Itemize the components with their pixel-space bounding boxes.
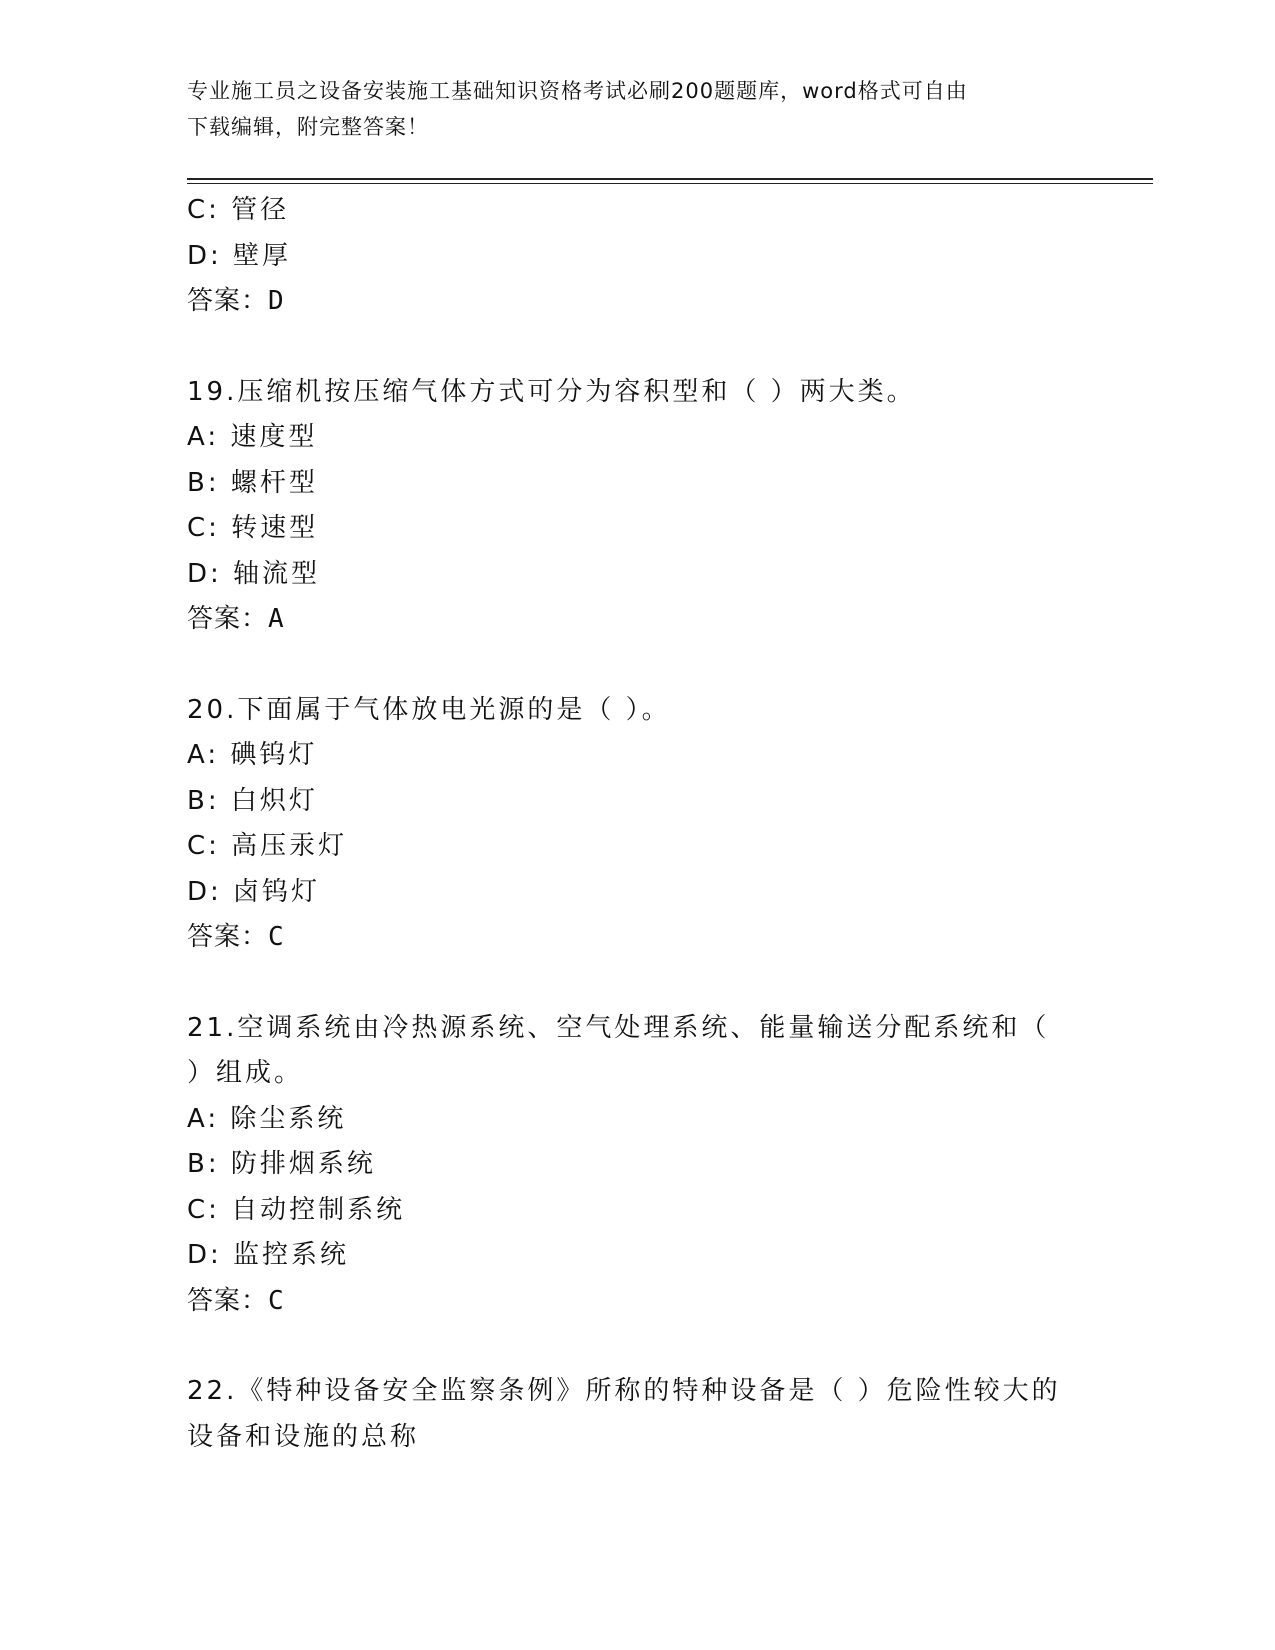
- question-20: [187, 688, 1087, 961]
- answer-line: [187, 915, 1087, 961]
- option-d: D: 壁厚: [187, 240, 292, 271]
- document-body: [187, 188, 1087, 1460]
- header-title-line-2: 下载编辑，附完整答案！: [187, 115, 429, 139]
- answer-value: C: [268, 1285, 285, 1316]
- answer-label: 答案：: [187, 1285, 269, 1316]
- answer-line: [187, 1279, 1087, 1325]
- option-c: C: 高压汞灯: [187, 831, 348, 861]
- header-divider-thin: [187, 183, 1153, 184]
- option-b: B: 螺杆型: [187, 467, 318, 498]
- option-b: B: 防排烟系统: [187, 1149, 376, 1179]
- question-stem-line-1: 21.空调系统由冷热源系统、空气处理系统、能量输送分配系统和（: [187, 1012, 1050, 1043]
- question-22: [187, 1369, 1087, 1460]
- option-c: C: 自动控制系统: [187, 1194, 406, 1225]
- option-d: D: 轴流型: [187, 558, 321, 589]
- header-title-line-1: 专业施工员之设备安装施工基础知识资格考试必刷200题题库，word格式可自由: [187, 79, 968, 103]
- question-stem-line-1: 22.《特种设备安全监察条例》所称的特种设备是（ ）危险性较大的: [187, 1376, 1061, 1406]
- option-c: C: 管径: [187, 195, 290, 225]
- option-d: D: 卤钨灯: [187, 876, 321, 907]
- option-a: A: 碘钨灯: [187, 740, 318, 770]
- answer-label: 答案：: [187, 922, 269, 952]
- question-19: [187, 370, 1087, 643]
- answer-value: C: [268, 922, 285, 952]
- answer-line: [187, 597, 1087, 643]
- option-a: A: 除尘系统: [187, 1103, 347, 1134]
- question-21: [187, 1006, 1087, 1325]
- option-d: D: 监控系统: [187, 1240, 350, 1270]
- option-a: A: 速度型: [187, 422, 318, 452]
- question-stem-line-2: ）组成。: [187, 1058, 304, 1088]
- option-c: C: 转速型: [187, 513, 319, 543]
- option-b: B: 白炽灯: [187, 785, 318, 816]
- answer-value: A: [268, 604, 285, 634]
- question-stem-line-2: 设备和设施的总称: [187, 1421, 420, 1452]
- answer-label: 答案：: [187, 286, 269, 316]
- header-divider-thick: [187, 178, 1153, 180]
- answer-line: [187, 279, 1087, 325]
- document-header: [187, 73, 1067, 145]
- answer-label: 答案：: [187, 604, 269, 634]
- question-18-tail: [187, 188, 1087, 325]
- question-stem: 19.压缩机按压缩气体方式可分为容积型和（ ）两大类。: [187, 376, 916, 407]
- question-stem: 20.下面属于气体放电光源的是（ ）。: [187, 694, 671, 725]
- answer-value: D: [268, 286, 285, 316]
